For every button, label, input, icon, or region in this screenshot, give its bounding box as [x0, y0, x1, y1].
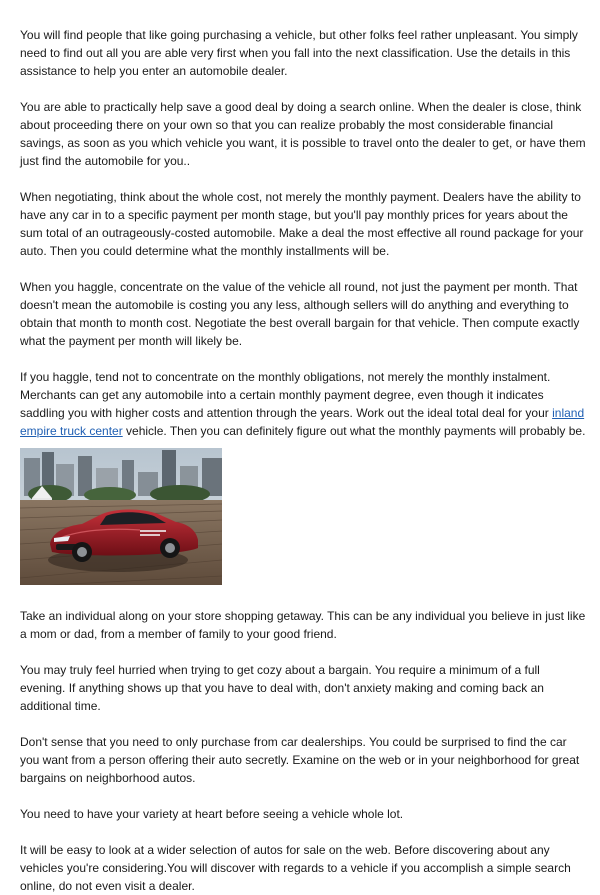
- paragraph-8: Don't sense that you need to only purchase from car dealerships. You could be surprised to find the car you want from a person offering their auto secretly. Examine on the web or in your neighborhood for great bargains on neighborhood autos.: [20, 735, 580, 785]
- paragraph-5-text-after: vehicle. Then you can definitely figure out what the monthly payments will probably be.: [122, 424, 586, 438]
- paragraph-10: It will be easy to look at a wider selection of autos for sale on the web. Before discovering about any vehicles you're considering.You will discover with regards to a vehicle if you accomplish a simple search online, do not even visit a dealer.: [20, 843, 571, 893]
- paragraph-3: When negotiating, think about the whole cost, not merely the monthly payment. Dealers have the ability to have any car in to a specific payment per month stage, but you'll pay monthly prices for years about the sum total of an outrageously-costed automobile. Make a deal the most effective all round package for your auto. Then you could determine what the monthly installments will be.: [20, 190, 584, 258]
- article-body: [20, 26, 586, 895]
- paragraph-5-text-before: If you haggle, tend not to concentrate on the monthly obligations, not merely the monthly instalment. Merchants can get any automobile into a certain monthly payment degree, even though it indicates saddling you with higher costs and attention through the years. Work out the ideal total deal for your: [20, 370, 553, 420]
- red-car-photo: [20, 448, 222, 585]
- paragraph-9: You need to have your variety at heart before seeing a vehicle whole lot.: [20, 807, 404, 821]
- paragraph-6: Take an individual along on your store shopping getaway. This can be any individual you believe in just like a mom or dad, from a member of family to your good friend.: [20, 609, 586, 641]
- paragraph-4: When you haggle, concentrate on the value of the vehicle all round, not just the payment per month. That doesn't mean the automobile is costing you any less, although sellers will do anything and everything to obtain that month to month cost. Negotiate the best overall bargain for that vehicle. Then compute exactly what the payment per month will likely be.: [20, 280, 580, 348]
- paragraph-1: You will find people that like going purchasing a vehicle, but other folks feel rather unpleasant. You simply need to find out all you are able very first when you fall into the next classification. Use the details in this assistance to help you enter an automobile dealer.: [20, 28, 578, 78]
- inland-empire-truck-center-link[interactable]: inland empire truck center: [20, 406, 585, 438]
- paragraph-5: [20, 368, 586, 440]
- paragraph-7: You may truly feel hurried when trying to get cozy about a bargain. You require a minimum of a full evening. If anything shows up that you have to deal with, don't anxiety making and coming back an additional time.: [20, 663, 544, 713]
- paragraph-2: You are able to practically help save a good deal by doing a search online. When the dealer is close, think about proceeding there on your own so that you can realize probably the most considerable financial savings, as soon as you which vehicle you want, it is possible to travel onto the dealer to get, or have them just find the automobile for you..: [20, 100, 586, 168]
